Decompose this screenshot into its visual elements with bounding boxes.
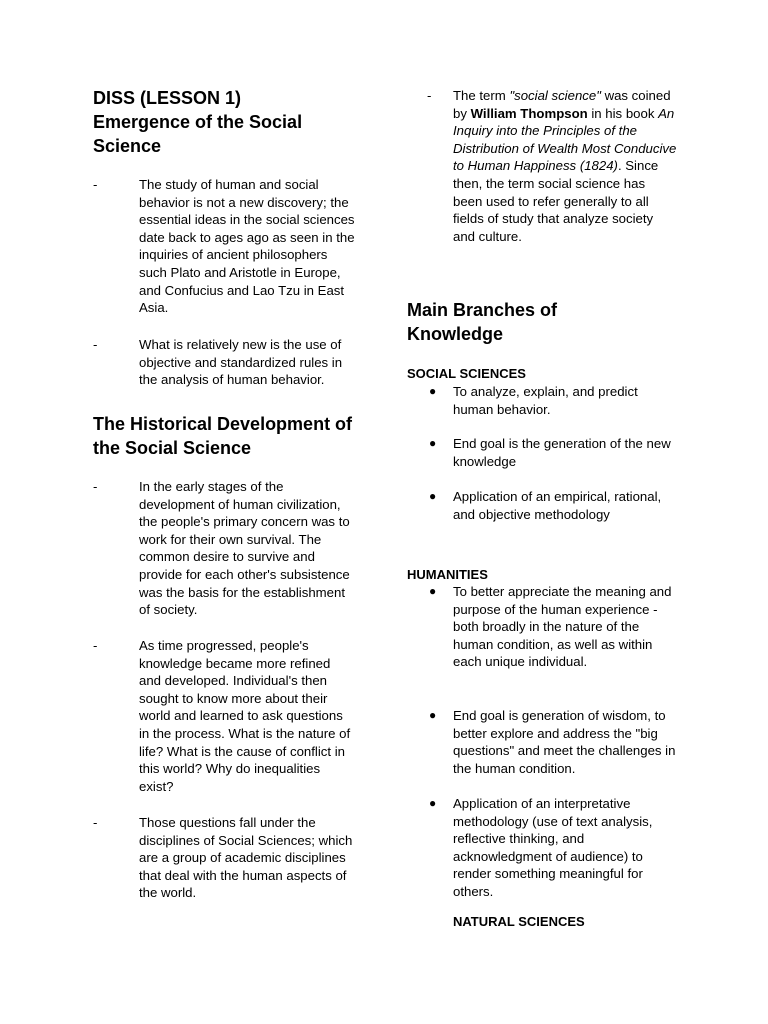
list-item xyxy=(93,637,355,795)
dash-marker: - xyxy=(93,479,98,494)
book-title: An Inquiry into the Principles of the Distribution of Wealth Most Conducive to Human Happiness (1824) xyxy=(453,105,677,174)
list-item xyxy=(429,583,677,671)
list-item xyxy=(93,478,355,619)
subsection-label: SOCIAL SCIENCES xyxy=(407,366,526,381)
dash-marker: - xyxy=(93,177,98,192)
document-title xyxy=(93,86,353,158)
list-item-text: As time progressed, people's knowledge became more refined and developed. Individual's then sought to know more about their world and learned to ask questions in the process. What is the nature of life? What is the cause of conflict in this world? Why do inequalities exist? xyxy=(139,638,351,794)
subsection-label: NATURAL SCIENCES xyxy=(453,914,585,929)
list-item-text: Application of an interpretative methodology (use of text analysis, reflective thinking, and acknowledgment of audience) to render something meaningful for others. xyxy=(453,796,653,899)
title-line-1: DISS (LESSON 1) xyxy=(93,88,242,108)
bullet-marker: ● xyxy=(429,384,437,398)
list-item xyxy=(429,383,677,418)
author-name: William Thompson xyxy=(470,105,588,121)
list-item xyxy=(429,707,677,777)
list-item xyxy=(429,488,677,523)
list-item-text: To analyze, explain, and predict human behavior. xyxy=(453,384,638,417)
section-heading: Main Branches of Knowledge xyxy=(407,300,558,344)
title-line-2: Emergence of the Social Science xyxy=(93,112,303,156)
list-item xyxy=(93,176,355,317)
dash-marker: - xyxy=(427,88,432,103)
list-item xyxy=(427,87,677,245)
list-item-text: The study of human and social behavior is not a new discovery; the essential ideas in the social sciences date back to ages ago as seen in the inquiries of ancient philosophers such Plato and Aristotle in Europe, and Confucius and Lao Tzu in East Asia. xyxy=(139,177,355,316)
list-item-text: Those questions fall under the disciplines of Social Sciences; which are a group of academic disciplines that deal with the human aspects of the world. xyxy=(139,815,353,901)
bullet-marker: ● xyxy=(429,584,437,598)
term-italic: "social science" xyxy=(509,88,601,103)
bullet-marker: ● xyxy=(429,489,437,503)
dash-marker: - xyxy=(93,815,98,830)
list-item xyxy=(429,795,677,901)
term-origin-text: The term "social science" was coined by William Thompson in his book An Inquiry into the Principles of the Distribution of Wealth Most Conducive to Human Happiness (1824). Since then, the term social science has been used to refer generally to all fields of study that analyze society and culture. xyxy=(453,88,677,244)
bullet-marker: ● xyxy=(429,708,437,722)
list-item xyxy=(429,435,677,470)
dash-marker: - xyxy=(93,638,98,653)
list-item-text: Application of an empirical, rational, and objective methodology xyxy=(453,489,662,522)
list-item-text: In the early stages of the development of human civilization, the people's primary concern was to work for their own survival. The common desire to survive and provide for each other's subsistence was the basis for the establishment of society. xyxy=(139,479,350,618)
bullet-marker: ● xyxy=(429,436,437,450)
dash-marker: - xyxy=(93,337,98,352)
list-item-text: What is relatively new is the use of objective and standardized rules in the analysis of human behavior. xyxy=(139,337,343,388)
list-item-text: End goal is generation of wisdom, to better explore and address the "big questions" and meet the challenges in the human condition. xyxy=(453,708,676,776)
section-heading: The Historical Development of the Social Science xyxy=(93,414,353,458)
list-item-text: End goal is the generation of the new knowledge xyxy=(453,436,671,469)
bullet-marker: ● xyxy=(429,796,437,810)
list-item-text: To better appreciate the meaning and purpose of the human experience - both broadly in the nature of the human condition, as well as within each unique individual. xyxy=(453,584,672,670)
list-item xyxy=(93,336,355,389)
subsection-label: HUMANITIES xyxy=(407,567,488,582)
list-item xyxy=(93,814,355,902)
